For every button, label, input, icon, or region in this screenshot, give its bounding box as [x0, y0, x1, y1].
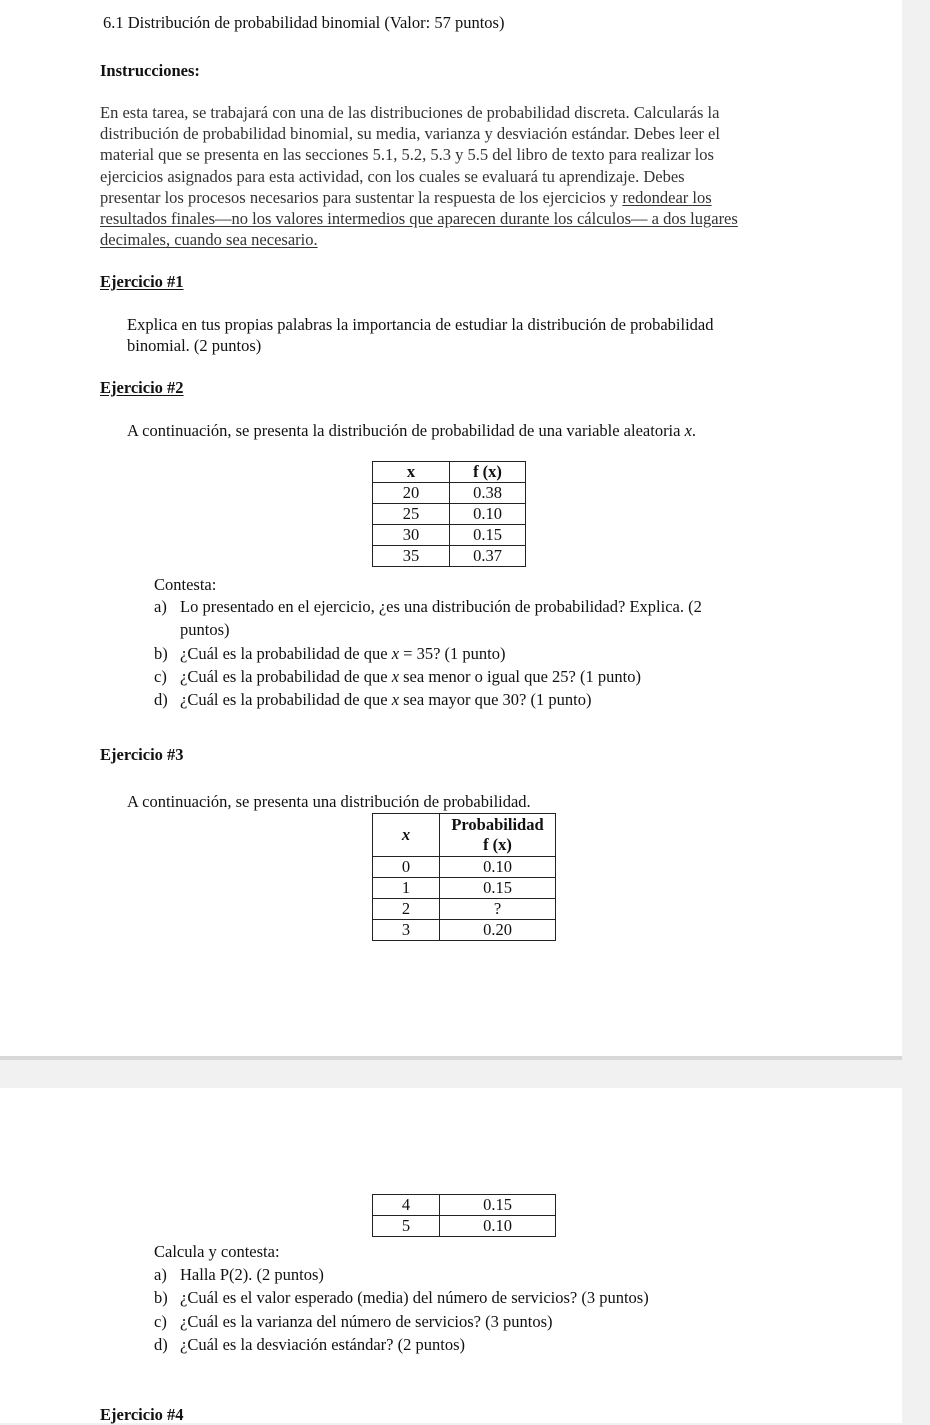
variable-x: x: [391, 643, 400, 663]
table-cell: 5: [373, 1216, 440, 1237]
question-text: Lo presentado en el ejercicio, ¿es una distribución de probabilidad? Explica. (2: [180, 597, 702, 616]
exercise-2-table: [372, 461, 526, 567]
table-header-x: x: [373, 462, 450, 483]
table-row: [373, 899, 556, 920]
question-item: [154, 1263, 649, 1286]
question-item: [154, 1310, 649, 1333]
scrollbar-track[interactable]: [902, 0, 930, 1423]
question-text: Halla P(2). (2 puntos): [180, 1265, 324, 1284]
instructions-line: [100, 187, 738, 208]
question-label: d): [154, 1334, 168, 1354]
document-page-2: [0, 1088, 902, 1423]
exercise-2-prompt: Contesta:: [154, 575, 217, 594]
question-item: [154, 1333, 649, 1356]
question-label: a): [154, 597, 167, 616]
question-item: [154, 665, 702, 688]
table-cell: 0.10: [450, 504, 526, 525]
table-row: [373, 920, 556, 941]
table-row: [373, 483, 526, 504]
instructions-line: material que se presenta en las secciones 5.1, 5.2, 5.3 y 5.5 del libro de texto para realizar los: [100, 145, 714, 165]
instructions-paragraph: [100, 102, 738, 250]
question-text: ¿Cuál es la probabilidad de que: [180, 666, 392, 686]
question-item: [154, 595, 702, 618]
table-cell: 0: [373, 857, 440, 878]
table-cell: 0.15: [440, 878, 556, 899]
table-cell: 1: [373, 878, 440, 899]
table-row: [373, 1195, 556, 1216]
table-header-row: [373, 462, 526, 483]
question-item: [154, 642, 702, 665]
table-cell: 2: [373, 899, 440, 920]
table-cell: 20: [373, 483, 450, 504]
table-header-probability: [440, 814, 556, 857]
page-divider: [0, 1056, 902, 1060]
instructions-line: En esta tarea, se trabajará con una de las distribuciones de probabilidad discreta. Calcularás la: [100, 103, 720, 122]
question-text: ¿Cuál es la desviación estándar? (2 puntos): [180, 1334, 465, 1354]
table-cell: ?: [440, 899, 556, 920]
exercise-1-title: Ejercicio #1: [100, 272, 184, 291]
exercise-3-table: [372, 813, 556, 941]
instructions-underlined-text: redondear los: [622, 187, 712, 207]
question-text: sea mayor que 30? (1 punto): [399, 690, 592, 710]
question-label: d): [154, 690, 168, 710]
table-header-row: [373, 814, 556, 857]
instructions-line-text: presentar los procesos necesarios para sustentar la respuesta de los ejercicios y: [100, 187, 623, 207]
question-text: ¿Cuál es la probabilidad de que: [180, 643, 392, 663]
table-cell: 0.37: [450, 546, 526, 567]
table-cell: 0.10: [440, 1216, 556, 1237]
table-cell: 0.15: [450, 525, 526, 546]
instructions-heading: Instrucciones:: [100, 61, 200, 80]
question-label: b): [154, 1288, 168, 1308]
question-text: sea menor o igual que 25? (1 punto): [399, 666, 641, 686]
exercise-3-table-continued: [372, 1194, 556, 1237]
instructions-line: ejercicios asignados para esta actividad, con los cuales se evaluará tu aprendizaje. Debes: [100, 166, 685, 186]
exercise-2-intro-end: .: [691, 421, 697, 440]
table-row: [373, 878, 556, 899]
table-row: [373, 525, 526, 546]
instructions-underlined-text: decimales, cuando sea necesario.: [100, 230, 318, 250]
question-text: = 35? (1 punto): [399, 643, 506, 663]
question-item: [154, 688, 702, 711]
table-cell: 0.15: [440, 1195, 556, 1216]
exercise-1-line: binomial. (2 puntos): [127, 336, 262, 356]
table-row: [373, 546, 526, 567]
question-text: ¿Cuál es la varianza del número de servicios? (3 puntos): [180, 1311, 553, 1331]
question-item: [154, 1286, 649, 1309]
table-row: [373, 857, 556, 878]
exercise-3-title: Ejercicio #3: [100, 745, 184, 764]
variable-x: x: [391, 666, 400, 686]
instructions-line: distribución de probabilidad binomial, su media, varianza y desviación estándar. Debes leer el: [100, 124, 720, 144]
question-label: c): [154, 666, 167, 686]
table-header-x: x: [373, 814, 440, 857]
table-cell: 0.10: [440, 857, 556, 878]
exercise-1-line: Explica en tus propias palabras la importancia de estudiar la distribución de probabilidad: [127, 315, 714, 334]
variable-x: x: [391, 690, 400, 710]
page-title: 6.1 Distribución de probabilidad binomial (Valor: 57 puntos): [103, 13, 505, 32]
table-cell: 25: [373, 504, 450, 525]
question-item: [154, 618, 702, 641]
question-text: puntos): [180, 620, 230, 640]
question-text: ¿Cuál es la probabilidad de que: [180, 690, 392, 710]
exercise-3-intro: A continuación, se presenta una distribución de probabilidad.: [127, 792, 531, 811]
exercise-2-intro: [127, 420, 696, 441]
table-row: [373, 504, 526, 525]
exercise-1-text: [127, 314, 713, 356]
table-row: [373, 1216, 556, 1237]
instructions-underlined-text: resultados finales—no los valores intermedios que aparecen durante los cálculos— a dos lugares: [100, 209, 738, 229]
table-header-fx: f (x): [483, 835, 512, 854]
table-cell: 0.38: [450, 483, 526, 504]
exercise-3-questions: [154, 1263, 649, 1356]
table-cell: 0.20: [440, 920, 556, 941]
table-header-fx: f (x): [450, 462, 526, 483]
table-cell: 35: [373, 546, 450, 567]
table-header-probability-label: Probabilidad: [451, 815, 544, 834]
question-text: ¿Cuál es el valor esperado (media) del número de servicios? (3 puntos): [180, 1288, 649, 1308]
variable-x: x: [684, 421, 692, 440]
table-cell: 4: [373, 1195, 440, 1216]
exercise-4-title: Ejercicio #4: [100, 1405, 184, 1424]
table-cell: 30: [373, 525, 450, 546]
exercise-2-questions: [154, 595, 702, 711]
question-label: b): [154, 643, 168, 663]
table-cell: 3: [373, 920, 440, 941]
exercise-3-prompt: Calcula y contesta:: [154, 1242, 280, 1261]
exercise-2-intro-text: A continuación, se presenta la distribución de probabilidad de una variable aleatoria: [127, 421, 681, 440]
question-label: a): [154, 1265, 167, 1284]
question-label: c): [154, 1311, 167, 1331]
exercise-2-title: Ejercicio #2: [100, 378, 184, 397]
